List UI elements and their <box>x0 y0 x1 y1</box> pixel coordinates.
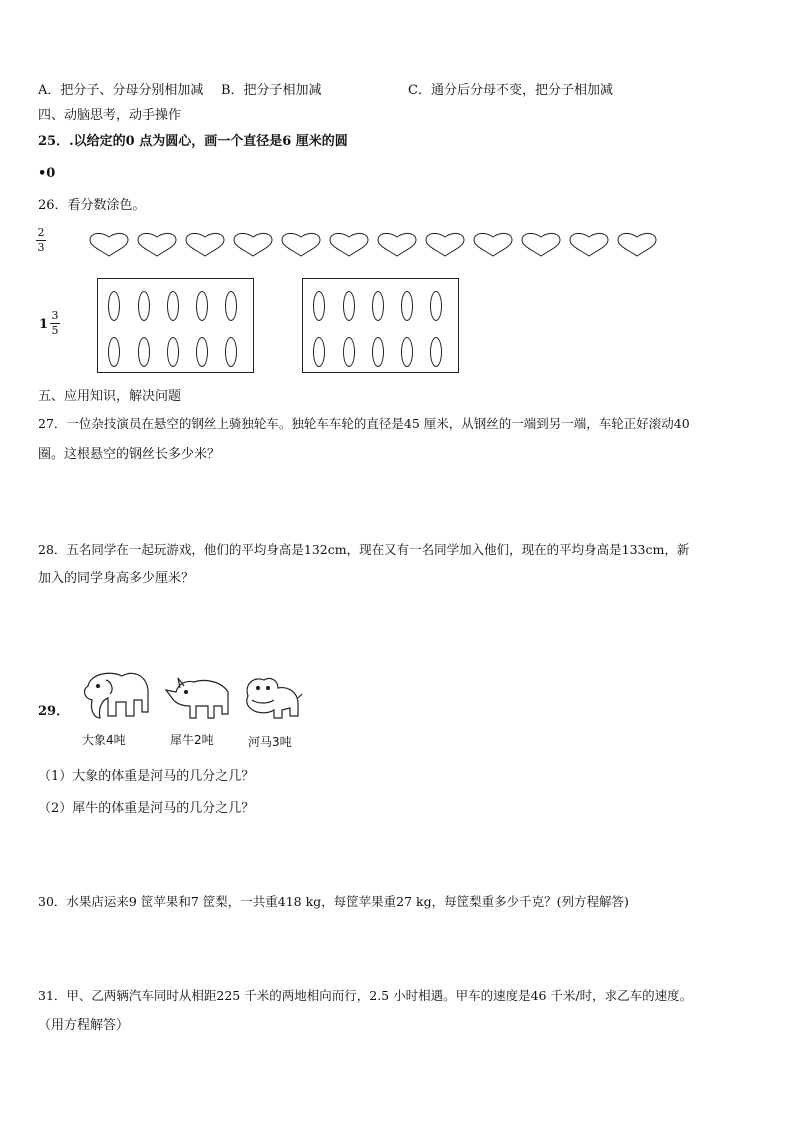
elephant-caption: 大象4吨 <box>82 733 126 747</box>
question-26: 26．看分数涂色。 <box>38 198 146 213</box>
heart-icon <box>522 233 560 256</box>
heart-icon <box>90 233 128 256</box>
heart-icon <box>378 233 416 256</box>
question-27-line-2: 圈。这根悬空的钢丝长多少米？ <box>38 447 221 462</box>
oval-shape <box>138 337 150 367</box>
animals-illustration <box>70 668 310 730</box>
question-28-line-1: 28．五名同学在一起玩游戏，他们的平均身高是132cm，现在又有一名同学加入他们，现在的平均身高是133cm，新 <box>38 542 690 557</box>
heart-icon <box>138 233 176 256</box>
heart-icon <box>234 233 272 256</box>
question-31-line-2: （用方程解答） <box>38 1018 130 1033</box>
oval-box-1 <box>97 278 254 373</box>
oval-shape <box>225 291 237 321</box>
heart-icon <box>618 233 656 256</box>
option-b: B．把分子相加减 <box>221 83 322 98</box>
fraction-numerator: 2 <box>37 226 45 239</box>
section-4-heading: 四、动脑思考，动手操作 <box>38 108 182 123</box>
question-31-line-1: 31．甲、乙两辆汽车同时从相距225 千米的两地相向而行，2.5 小时相遇。甲车的速度是46 千米/时，求乙车的速度。 <box>38 988 693 1003</box>
mixed-fraction-whole: 1 <box>39 317 49 332</box>
question-29-sub-1: （1）大象的体重是河马的几分之几？ <box>38 769 255 784</box>
oval-shape <box>167 337 179 367</box>
oval-shape <box>225 337 237 367</box>
oval-shape <box>401 337 413 367</box>
oval-shape <box>430 291 442 321</box>
heart-icon <box>282 233 320 256</box>
question-27-line-1: 27．一位杂技演员在悬空的钢丝上骑独轮车。独轮车车轮的直径是45 厘米，从钢丝的一端到另一端，车轮正好滚动40 <box>38 416 690 431</box>
oval-shape <box>430 337 442 367</box>
hippo-caption: 河马3吨 <box>248 735 292 749</box>
heart-icon <box>186 233 224 256</box>
oval-shape <box>108 291 120 321</box>
question-29-number: 29． <box>38 704 70 719</box>
oval-shape <box>313 291 325 321</box>
hearts-row <box>88 230 668 260</box>
oval-shape <box>196 291 208 321</box>
heart-icon <box>330 233 368 256</box>
oval-shape <box>196 337 208 367</box>
section-5-heading: 五、应用知识，解决问题 <box>38 389 182 404</box>
oval-shape <box>108 337 120 367</box>
option-a: A．把分子、分母分别相加减 <box>38 83 204 98</box>
rhino-caption: 犀牛2吨 <box>170 733 214 747</box>
heart-icon <box>570 233 608 256</box>
question-30: 30．水果店运来9 筐苹果和7 筐梨，一共重418 kg，每筐苹果重27 kg，每筐梨重多少千克？(列方程解答) <box>38 894 629 909</box>
oval-shape <box>313 337 325 367</box>
oval-shape <box>138 291 150 321</box>
elephant-icon <box>85 673 148 718</box>
fraction-numerator: 3 <box>51 309 59 322</box>
question-29-sub-2: （2）犀牛的体重是河马的几分之几？ <box>38 801 255 816</box>
fraction-two-thirds <box>36 227 46 254</box>
oval-shape <box>372 291 384 321</box>
oval-shape <box>167 291 179 321</box>
hippo-icon <box>247 678 302 718</box>
oval-shape <box>343 337 355 367</box>
oval-shape <box>372 337 384 367</box>
fraction-three-fifths <box>50 310 60 337</box>
option-c: C．通分后分母不变，把分子相加减 <box>408 83 613 98</box>
rhino-icon <box>166 678 228 718</box>
oval-shape <box>401 291 413 321</box>
heart-icon <box>426 233 464 256</box>
fraction-denominator: 5 <box>51 324 59 337</box>
question-28-line-2: 加入的同学身高多少厘米？ <box>38 571 195 586</box>
oval-box-2 <box>302 278 459 373</box>
oval-shape <box>343 291 355 321</box>
fraction-denominator: 3 <box>37 241 45 254</box>
center-point-label: •0 <box>38 166 56 181</box>
question-25: 25．.以给定的0 点为圆心，画一个直径是6 厘米的圆 <box>38 134 348 149</box>
heart-icon <box>474 233 512 256</box>
